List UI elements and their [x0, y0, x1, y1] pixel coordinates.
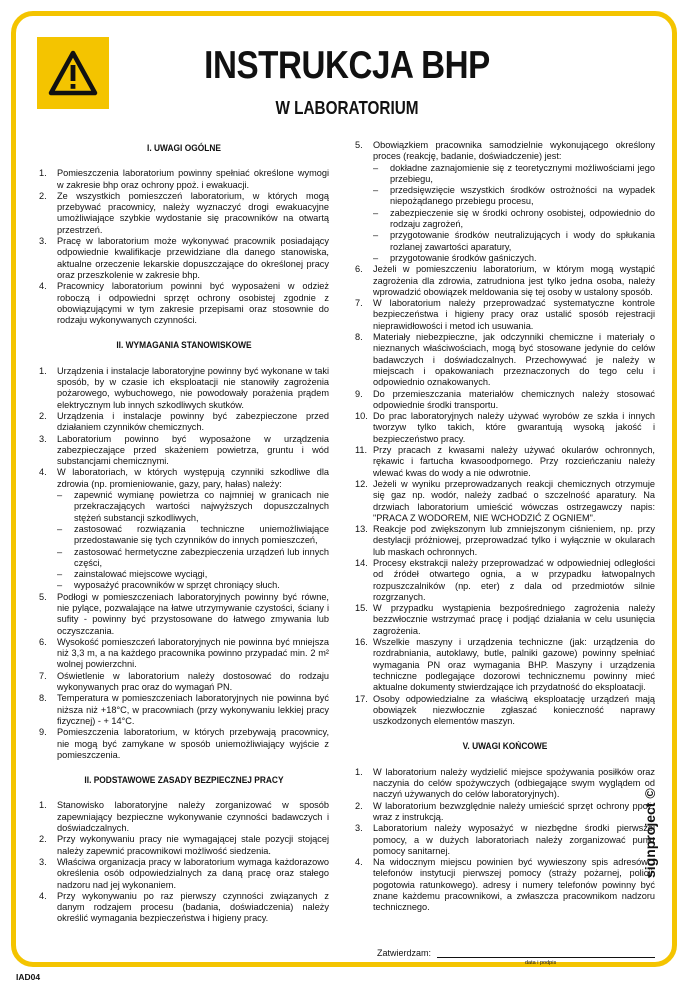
sub-list-item: – przygotowanie środków neutralizujących i wody do spłukania rozlanej zawartości aparatury, — [373, 230, 655, 252]
list-item: 4. Pracownicy laboratorium powinni być wyposażeni w odzież roboczą i odpowiedni sprzęt ochrony osobistej zgodnie z obowiązującymi w tym zakresie przepisami oraz stosownie do rodzaju wykonywanych czynności. — [39, 281, 329, 326]
list-item: 17. Osoby odpowiedzialne za właściwą eksploatację urządzeń mają obowiązek niezwłocznie zgłaszać konieczność naprawy uszkodzonych elementów maszyn. — [355, 693, 655, 727]
list-item: 5. Podłogi w pomieszczeniach laboratoryjnych powinny być równe, nie pylące, pozwalające na łatwe utrzymywanie czystości, ściany i sufity - powinny być przystosowane do łatwego zmywania lub oczyszczania. — [39, 591, 329, 636]
list-item: 7. W laboratorium należy przeprowadzać systematyczne kontrole bezpieczeństwa i higieny pracy oraz ustalić sposób rejestracji nieprawidłowości i metod ich usuwania. — [355, 298, 655, 331]
list-item: 10. Do prac laboratoryjnych należy używać wyrobów ze szkła i innych tworzyw tylko takich, które gwarantują wysoką jakość i bezpieczeństwo pracy. — [355, 411, 655, 444]
list-item: 2. Ze wszystkich pomieszczeń laboratorium, w których mogą przebywać pracownicy, należy wyznaczyć drogi ewakuacyjne umożliwiające szybkie wydostanie się pracowników na otwartą przestrzeń. — [39, 190, 329, 235]
list-item: 8. Materiały niebezpieczne, jak odczynniki chemiczne i materiały o nieznanych właściwościach, mogą być stosowane jedynie do celów badawczych i doświadczalnych. Przechowywać je należy w miejscach i opakowaniach przeznaczonych do tego celu i odpowiednio oznakowanych. — [355, 332, 655, 388]
safe-work-list-a — [39, 800, 329, 924]
list-item: 6. Jeżeli w pomieszczeniu laboratorium, w którym mogą wystąpić zagrożenia dla zdrowia, zatrudniona jest tylko jedna osoba, należy wprowadzić obowiązek meldowania się tej osoby w ustalony sposób. — [355, 264, 655, 297]
workstation-list — [39, 366, 329, 761]
sub-list-item: – przygotowanie środków gaśniczych. — [373, 252, 537, 263]
section-title-general: I. UWAGI OGÓLNE — [147, 143, 221, 153]
sub-list-item: – zabezpieczenie się w środki ochrony osobistej, odpowiednio do rodzaju zagrożeń, — [373, 207, 655, 230]
list-item: 15. W przypadku wystąpienia bezpośredniego zagrożenia należy bezzwłocznie wstrzymać pracę i podjąć działania w celu usunięcia zagrożenia. — [355, 603, 655, 636]
list-item: 5. Obowiązkiem pracownika samodzielnie wykonującego określony proces (reakcję, badanie, doświadczenie) jest: – dokładne zaznajomienie się z teoretycznymi możliwościami jego przebiegu, – przedsięwzięcie wszystkich środków ostrożności na wypadek niepożądanego przebiegu procesu, – zabezpieczenie się w środki ochrony osobistej, odpowiednio do rodzaju zagrożeń, – przygotowanie środków neutralizujących i wody do spłukania rozlanej zawartości aparatury, – przygotowanie środków gaśniczych. — [355, 140, 655, 263]
list-item: 16. Wszelkie maszyny i urządzenia techniczne (jak: urządzenia do rozdrabniania, autoklawy, butle, palniki gazowe) powinny spełniać wymagania PN oraz wymagania BHP. Maszyny i urządzenia techniczne podlegające dozorowi technicznemu powinny mieć aktualne dokumenty stwierdzające ich przydatność do eksploatacji. — [355, 637, 655, 693]
signature-line — [437, 957, 655, 958]
approval-label: Zatwierdzam: — [377, 948, 432, 958]
list-item: 2. Urządzenia i instalacje powinny być zabezpieczone przed działaniem czynników chemicznych. — [39, 410, 329, 433]
list-item: 1. Urządzenia i instalacje laboratoryjne powinny być wykonane w taki sposób, by w czasie ich eksploatacji nie stanowiły zagrożenia pożarowego, wybuchowego, nie powodowały porażenia prądem elektrycznym lub innych szkodliwych skutków. — [39, 365, 329, 410]
sub-list-item: – zastosować rozwiązania techniczne uniemożliwiające przedostawanie się tych czynników do innych pomieszczeń, — [57, 523, 329, 546]
list-item: 12. Jeżeli w wyniku przeprowadzanych reakcji chemicznych otrzymuje się gaz np. wodór, należy zadbać o szczelność aparatury. Na drzwiach laboratorium umieścić wówczas ostrzegawczy napis: "PRACA Z WODOREM, NIE WCHODZIĆ Z OGNIEM". — [355, 478, 655, 523]
section-title-safe-work: II. PODSTAWOWE ZASADY BEZPIECZNEJ PRACY — [84, 775, 284, 786]
section-title-workstation: II. WYMAGANIA STANOWISKOWE — [116, 340, 252, 351]
list-item: 6. Wysokość pomieszczeń laboratoryjnych nie powinna być mniejsza niż 3,3 m, a na każdego pracownika powinno przypadać min. 2 m² wolnej powierzchni. — [39, 636, 329, 670]
list-item: 9. Pomieszczenia laboratorium, w których przebywają pracownicy, nie mogą być zamykane w sposób uniemożliwiający wyjście z pomieszczenia. — [39, 727, 329, 760]
list-item: 11. Przy pracach z kwasami należy używać okularów ochronnych, rękawic i fartucha kwasoodpornego. Przy rozcieńczaniu należy wlewać kwas do wody a nie odwrotnie. — [355, 445, 655, 478]
list-item: 3. Laboratorium należy wyposażyć w niezbędne środki pierwszej pomocy, a w dużych laboratoriach należy zorganizować punkt pomocy sanitarnej. — [355, 823, 655, 856]
document-code: IAD04 — [16, 972, 41, 982]
list-item: 7. Oświetlenie w laboratorium należy dostosować do rodzaju wykonywanych prac oraz do wymagań PN. — [39, 670, 329, 693]
page-subtitle: W LABORATORIUM — [275, 98, 419, 118]
list-item: 8. Temperatura w pomieszczeniach laboratoryjnych nie powinna być niższa niż +18°C, w pracowniach (przy wykonywaniu lekkiej pracy fizycznej) - + 14°C. — [39, 693, 329, 726]
sub-list — [373, 163, 655, 265]
sub-list — [57, 490, 329, 592]
list-item: 3. Laboratorium powinno być wyposażone w urządzenia zabezpieczające przed skażeniem powietrza, gruntu i wód substancjami chemicznymi. — [39, 433, 329, 467]
general-list — [39, 168, 329, 326]
right-column — [355, 140, 655, 928]
sub-list-item: – wyposażyć pracowników w sprzęt chroniący słuch. — [57, 580, 280, 591]
brand-label: signproject © — [642, 788, 658, 878]
sub-list-item: – zainstalować miejscowe wyciągi, — [57, 569, 208, 580]
list-item: 13. Reakcje pod zwiększonym lub zmniejszonym ciśnieniem, np. przy destylacji próżniowej, przeprowadzać tylko i wyłącznie w okularach lub maskach ochronnych. — [355, 524, 655, 557]
signature-caption: data i podpis — [525, 960, 557, 966]
sub-list-item: – zapewnić wymianę powietrza co najmniej w granicach nie przekraczających wartości najwyższych dopuszczalnych stężeń substancji szkodliwych, — [57, 490, 329, 523]
final-list — [355, 767, 655, 914]
list-item: 2. Przy wykonywaniu pracy nie wymagającej stale pozycji stojącej należy zapewnić pracownikowi możliwość siedzenia. — [39, 834, 329, 856]
list-item: 4. Przy wykonywaniu po raz pierwszy czynności związanych z danym rodzajem procesu (badania, doświadczenia) należy określić wymagania bezpieczeństwa i higieny pracy. — [39, 890, 329, 924]
list-item: 3. Właściwa organizacja pracy w laboratorium wymaga każdorazowo określenia osób odpowiedzialnych za daną pracę oraz stałego nadzoru nad jej wykonaniem. — [39, 856, 329, 890]
list-item: 1. Stanowisko laboratoryjne należy zorganizować w sposób zapewniający bezpieczne wykonywanie czynności badawczych i doświadczalnych. — [39, 800, 329, 834]
list-item: 9. Do przemieszczania materiałów chemicznych należy stosować odpowiednie środki transportu. — [355, 388, 655, 410]
sub-list-item: – dokładne zaznajomienie się z teoretycznymi możliwościami jego przebiegu, — [373, 162, 655, 184]
list-item: 3. Pracę w laboratorium może wykonywać pracownik posiadający odpowiednie kwalifikacje przewidziane dla danego stanowiska, aktualne orzeczenie lekarskie dopuszczające do określonej pracy oraz przeszkolenie w zakresie bhp. — [39, 236, 329, 280]
list-item: 1. W laboratorium należy wydzielić miejsce spożywania posiłków oraz naczynia do celów spożywczych (odbiegające swym wyglądem od naczyń używanych do celów laboratoryjnych). — [355, 766, 655, 800]
list-item: 4. W laboratoriach, w których występują czynniki szkodliwe dla zdrowia (np. promieniowanie, gazy, pary, hałas) należy: – zapewnić wymianę powietrza co najmniej w granicach nie przekraczających wartości najwyższych dopuszczalnych stężeń substancji szkodliwych, – zastosować rozwiązania techniczne uniemożliwiające przedostawanie się tych czynników do innych pomieszczeń, – zastosować hermetyczne zabezpieczenia urządzeń lub innych części, – zainstalować miejscowe wyciągi, – wyposażyć pracowników w sprzęt chroniący słuch. — [39, 467, 329, 591]
list-item: 1. Pomieszczenia laboratorium powinny spełniać określone wymogi w zakresie bhp oraz ochrony ppoż. i ewakuacji. — [39, 168, 329, 190]
page-title: INSTRUKCJA BHP — [204, 44, 490, 87]
list-item: 2. W laboratorium bezwzględnie należy umieścić sprzęt ochrony ppoż. wraz z instrukcją. — [355, 800, 655, 822]
sub-list-item: – zastosować hermetyczne zabezpieczenia urządzeń lub innych części, — [57, 546, 329, 568]
left-column — [39, 143, 329, 939]
list-item: 14. Procesy ekstrakcji należy przeprowadzać w odpowiedniej odległości od źródeł otwartego ognia, a w przypadku łatwopalnych rozpuszczalników (np. eter) z dala od przedmiotów silnie rozgrzanych. — [355, 557, 655, 602]
sub-list-item: – przedsięwzięcie wszystkich środków ostrożności na wypadek niepożądanego przebiegu procesu, — [373, 185, 655, 207]
section-title-final: V. UWAGI KOŃCOWE — [462, 741, 548, 752]
safe-work-list-b — [355, 140, 655, 727]
list-item: 4. Na widocznym miejscu powinien być wywieszony spis adresów i telefonów instytucji pierwszej pomocy (straży pożarnej, policji, pogotowia ratunkowego). adresy i numery telefonów powinny być znane każdemu pracownikowi, a zwłaszcza pracownikom nadzoru technicznego. — [355, 857, 655, 913]
